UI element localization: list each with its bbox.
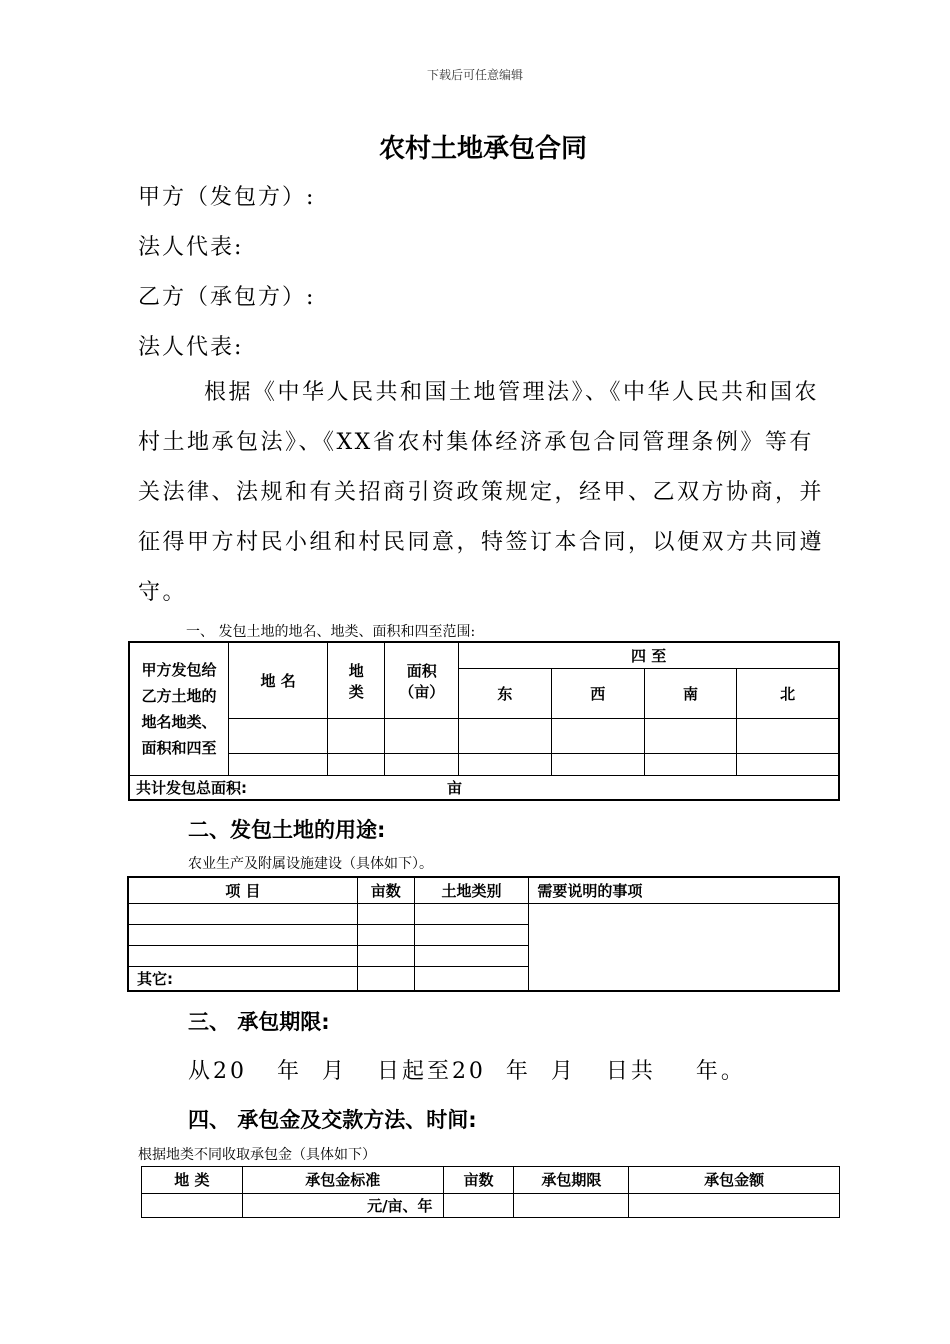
usage-cell	[128, 945, 357, 966]
land-cell	[737, 753, 839, 775]
usage-cell	[357, 924, 414, 945]
col-east: 东	[459, 668, 551, 719]
col-type: 地类	[328, 642, 385, 719]
party-b-line: 乙方（承包方）:	[138, 285, 316, 310]
total-area-unit: 亩	[447, 779, 463, 798]
col-fee-standard: 承包金标准	[242, 1167, 443, 1194]
col-fee-type: 地 类	[142, 1167, 243, 1194]
usage-cell	[128, 924, 357, 945]
land-cell	[644, 753, 736, 775]
intro-text: 根据《中华人民共和国土地管理法》、《中华人民共和国农村土地承包法》、《XX省农村集体经济承包合同管理条例》等有关法律、法规和有关招商引资政策规定，经甲、乙双方协商，并征得甲方村民小组和村民同意，特签订本合同，以便双方共同遵守。	[138, 380, 825, 605]
total-area-label: 共计发包总面积:	[136, 779, 247, 798]
land-cell	[551, 753, 644, 775]
land-cell	[737, 719, 839, 753]
land-cell	[328, 753, 385, 775]
party-a-line: 甲方（发包方）:	[138, 185, 316, 210]
usage-cell	[357, 903, 414, 924]
section2-heading: 二、发包土地的用途:	[188, 818, 386, 842]
usage-cell	[357, 966, 414, 991]
contract-title: 农村土地承包合同	[378, 134, 587, 164]
usage-cell	[414, 966, 529, 991]
section3-heading: 三、 承包期限:	[188, 1010, 330, 1034]
land-row-header: 甲方发包给乙方土地的地名地类、面积和四至	[129, 642, 228, 776]
section1-heading: 一、 发包土地的地名、地类、面积和四至范围:	[186, 624, 476, 640]
section4-heading: 四、 承包金及交款方法、时间:	[188, 1108, 477, 1132]
usage-cell	[128, 903, 357, 924]
fee-standard-unit: 元/亩、年	[242, 1193, 443, 1217]
col-mu: 亩数	[357, 877, 414, 903]
col-west: 西	[551, 668, 644, 719]
header-note: 下载后可任意编辑	[426, 68, 523, 82]
col-fee-amount: 承包金额	[629, 1167, 840, 1194]
party-a-rep-line: 法人代表:	[138, 235, 244, 260]
fee-cell	[142, 1193, 243, 1217]
col-name: 地 名	[228, 642, 327, 719]
col-bounds: 四 至	[459, 642, 839, 668]
usage-notes-cell	[529, 903, 839, 991]
land-cell	[551, 719, 644, 753]
total-area-row	[129, 776, 839, 800]
fee-cell	[443, 1193, 514, 1217]
section4-subtext: 根据地类不同收取承包金（具体如下）	[138, 1147, 376, 1163]
fee-cell	[629, 1193, 840, 1217]
land-cell	[228, 753, 327, 775]
usage-cell	[414, 924, 529, 945]
land-cell	[459, 753, 551, 775]
col-north: 北	[737, 668, 839, 719]
usage-cell	[357, 945, 414, 966]
fee-cell	[514, 1193, 629, 1217]
land-cell	[385, 753, 459, 775]
col-notes: 需要说明的事项	[529, 877, 839, 903]
land-cell	[385, 719, 459, 753]
land-cell	[644, 719, 736, 753]
usage-cell	[414, 903, 529, 924]
col-area: 面积（亩）	[385, 642, 459, 719]
usage-table	[127, 876, 840, 992]
land-cell	[459, 719, 551, 753]
intro-paragraph	[138, 368, 838, 618]
land-table	[128, 641, 840, 801]
col-south: 南	[644, 668, 736, 719]
usage-cell	[414, 945, 529, 966]
party-b-rep-line: 法人代表:	[138, 335, 244, 360]
usage-other-label: 其它:	[128, 966, 357, 991]
period-text: 从20 年 月 日起至20 年 月 日共 年。	[188, 1059, 746, 1084]
land-cell	[228, 719, 327, 753]
col-fee-term: 承包期限	[514, 1167, 629, 1194]
col-fee-mu: 亩数	[443, 1167, 514, 1194]
col-landtype: 土地类别	[414, 877, 529, 903]
col-item: 项 目	[128, 877, 357, 903]
fee-table	[141, 1166, 840, 1218]
section2-subtext: 农业生产及附属设施建设（具体如下）。	[188, 856, 433, 872]
land-cell	[328, 719, 385, 753]
